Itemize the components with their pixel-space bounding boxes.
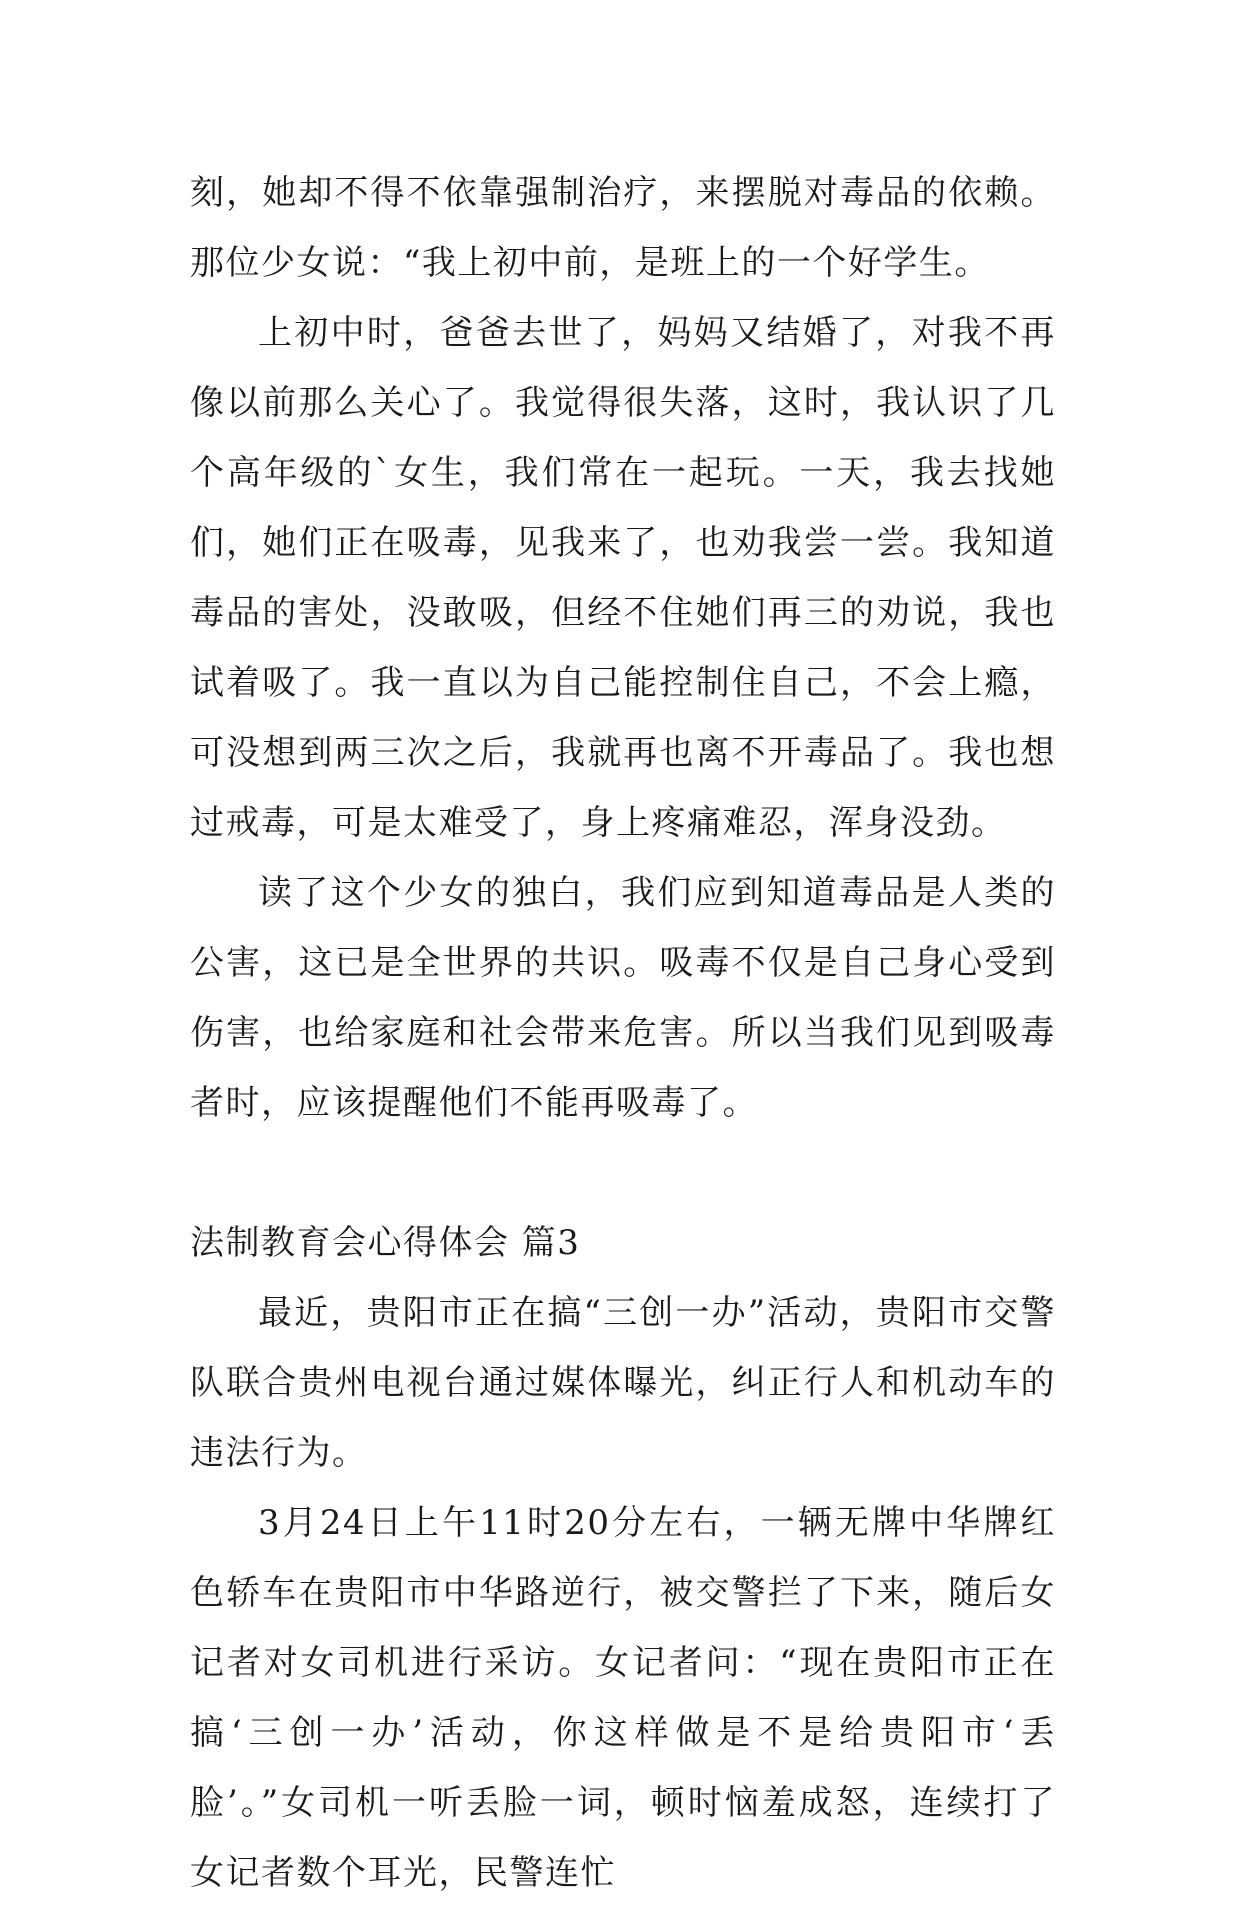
paragraph-girl-story: 上初中时，爸爸去世了，妈妈又结婚了，对我不再像以前那么关心了。我觉得很失落，这时，我认识了几个高年级的`女生，我们常在一起玩。一天，我去找她们，她们正在吸毒，见我来了，也劝我尝一尝。我知道毒品的害处，没敢吸，但经不住她们再三的劝说，我也试着吸了。我一直以为自己能控制住自己，不会上瘾，可没想到两三次之后，我就再也离不开毒品了。我也想过戒毒，可是太难受了，身上疼痛难忍，浑身没劲。 (190, 313, 1056, 843)
document-body (190, 158, 1056, 1908)
paragraph-incident: 3月24日上午11时20分左右，一辆无牌中华牌红色轿车在贵阳市中华路逆行，被交警拦了下来，随后女记者对女司机进行采访。女记者问：“现在贵阳市正在搞‘三创一办’活动，你这样做是不是给贵阳市‘丢脸’。”女司机一听丢脸一词，顿时恼羞成怒，连续打了女记者数个耳光，民警连忙 (190, 1503, 1056, 1893)
paragraph-continuation: 刻，她却不得不依靠强制治疗，来摆脱对毒品的依赖。那位少女说：“我上初中前，是班上的一个好学生。 (190, 173, 1056, 283)
section-heading: 法制教育会心得体会 篇3 (190, 1223, 581, 1263)
paragraph-reflection: 读了这个少女的独白，我们应到知道毒品是人类的公害，这已是全世界的共识。吸毒不仅是自己身心受到伤害，也给家庭和社会带来危害。所以当我们见到吸毒者时，应该提醒他们不能再吸毒了。 (190, 873, 1056, 1123)
paragraph-guiyang-campaign: 最近，贵阳市正在搞“三创一办”活动，贵阳市交警队联合贵州电视台通过媒体曝光，纠正行人和机动车的违法行为。 (190, 1293, 1056, 1473)
